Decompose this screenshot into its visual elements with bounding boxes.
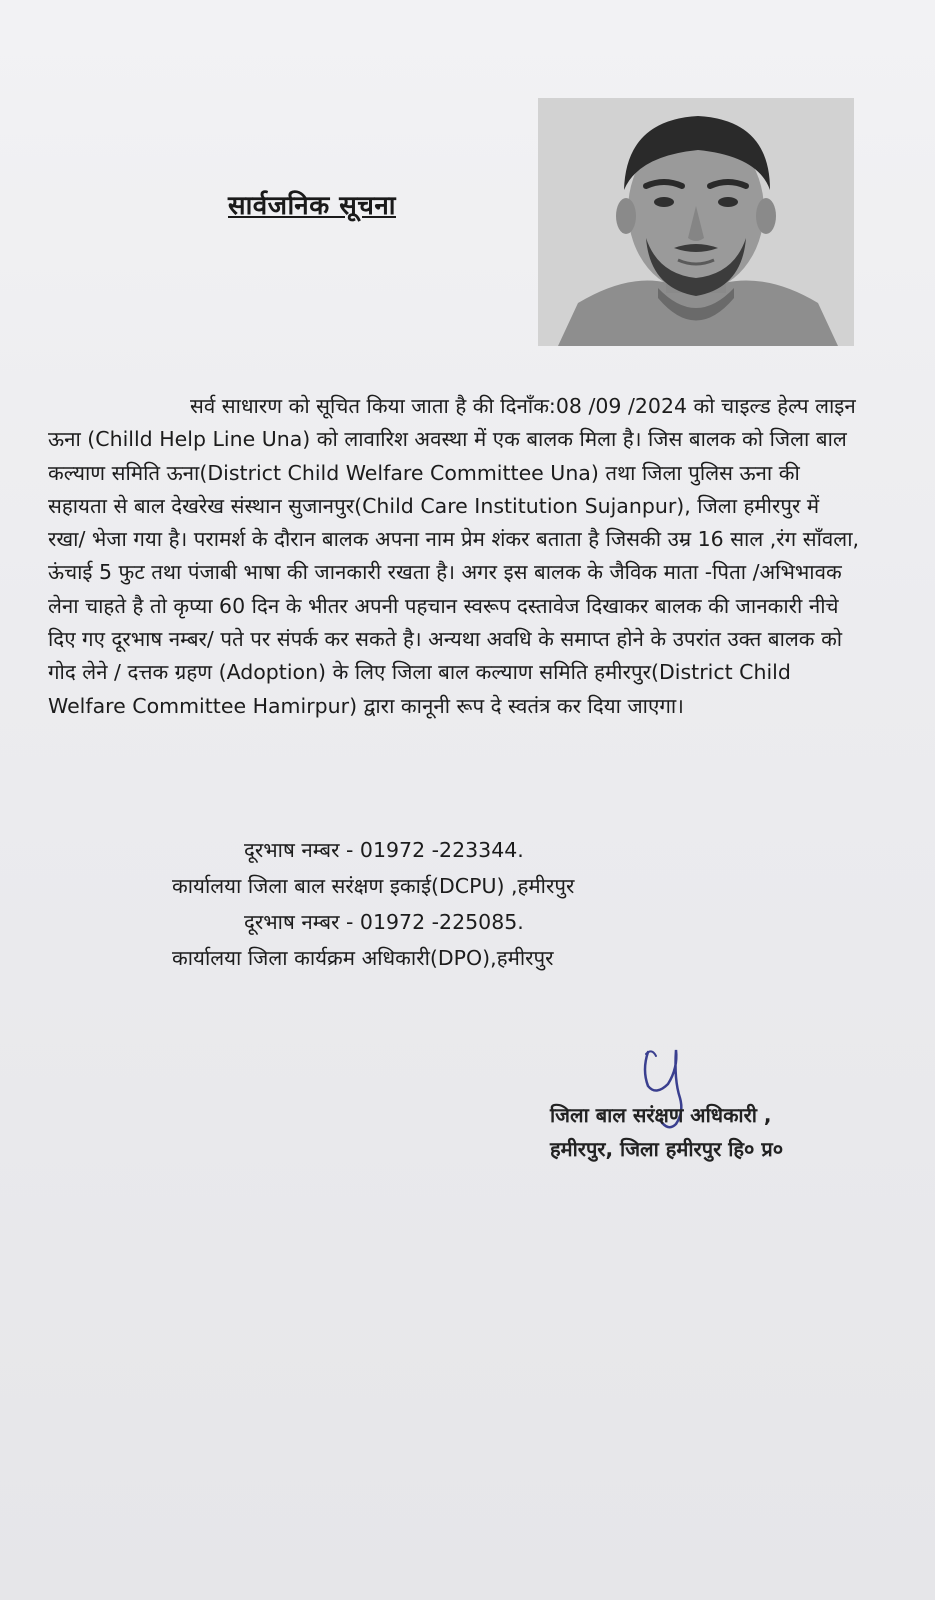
phone-number-1: दूरभाष नम्बर - 01972 -223344. (244, 838, 524, 862)
notice-body-text: सर्व साधारण को सूचित किया जाता है की दिनाँक:08 /09 /2024 को चाइल्ड हेल्प लाइन ऊना (Chilld Help Line Una) को लावारिश अवस्था में एक बालक मिला है। जिस बालक को जिला बाल कल्याण समिति ऊना(District Child Welfare Committee Una) तथा जिला पुलिस ऊना की सहायता से बाल देखरेख संस्थान सुजानपुर(Child Care Institution Sujanpur), जिला हमीरपुर में रखा/ भेजा गया है। परामर्श के दौरान बालक अपना नाम प्रेम शंकर बताता है जिसकी उम्र 16 साल ,रंग साँवला, ऊंचाई 5 फुट तथा पंजाबी भाषा की जानकारी रखता है। अगर इस बालक के जैविक माता -पिता /अभिभावक लेना चाहते है तो कृप्या 60 दिन के भीतर अपनी पहचान स्वरूप दस्तावेज दिखाकर बालक की जानकारी नीचे दिए गए दूरभाष नम्बर/ पते पर संपर्क कर सकते है। अन्यथा अवधि के समाप्त होने के उपरांत उक्त बालक को गोद लेने / दत्तक ग्रहण (Adoption) के लिए जिला बाल कल्याण समिति हमीरपुर(District Child Welfare Committee Hamirpur) द्वारा कानूनी रूप दे स्वतंत्र कर दिया जाएगा। (48, 394, 860, 718)
contact-block (150, 832, 770, 976)
signatory-block (550, 1098, 890, 1166)
notice-title: सार्वजनिक सूचना (228, 191, 396, 221)
child-portrait-icon (538, 98, 854, 346)
signatory-location: हमीरपुर, जिला हमीरपुर हि० प्र० (550, 1137, 784, 1161)
office-address-1: कार्यालया जिला बाल सरंक्षण इकाई(DCPU) ,हमीरपुर (172, 874, 575, 898)
phone-number-2: दूरभाष नम्बर - 01972 -225085. (244, 910, 524, 934)
office-address-2: कार्यालया जिला कार्यक्रम अधिकारी(DPO),हमीरपुर (172, 946, 554, 970)
signatory-designation: जिला बाल सरंक्षण अधिकारी , (550, 1103, 772, 1127)
child-photo (538, 98, 854, 346)
notice-body (48, 390, 860, 723)
